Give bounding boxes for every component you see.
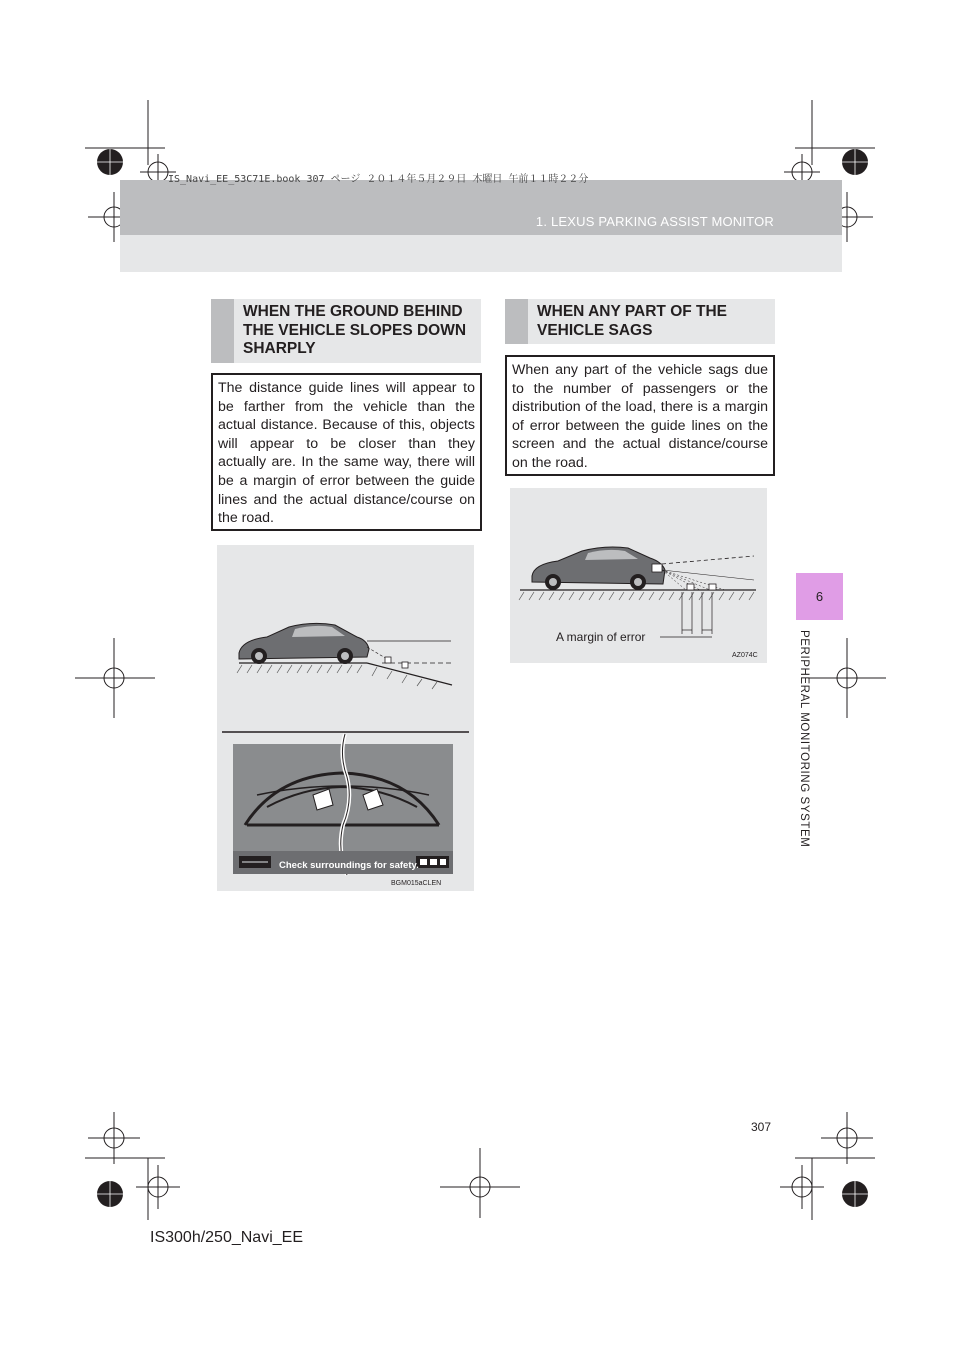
- section-body-slope: The distance guide lines will appear to be farther from the vehicle than the actual distance. Because of this, objects will appear to be closer than they actually are. In the same way, there will be a margin of error between the guide lines and the actual distance/course on the road.: [211, 373, 482, 531]
- footer-model: IS300h/250_Navi_EE: [150, 1229, 303, 1246]
- screen-message: Check surroundings for safety.: [279, 860, 419, 871]
- header-band-light: [120, 235, 842, 272]
- chapter-title: 1. LEXUS PARKING ASSIST MONITOR: [535, 214, 774, 229]
- section-body-sag: When any part of the vehicle sags due to the number of passengers or the distribution of the load, there is a margin of error between the guide lines on the screen and the actual distance/course on the road.: [505, 355, 775, 476]
- chapter-tab-number: 6: [815, 589, 824, 604]
- figure-code-slope: BGM015aCLEN: [391, 880, 442, 887]
- margin-of-error-label: A margin of error: [556, 630, 646, 644]
- section-heading-slope: [211, 299, 481, 363]
- figure-code-sag: AZ074C: [732, 652, 758, 659]
- section-heading-sag: [505, 299, 775, 344]
- figure-slope: [217, 545, 474, 891]
- figure-sag: [510, 488, 767, 663]
- section-heading-text: WHEN THE GROUND BEHIND THE VEHICLE SLOPES DOWN SHARPLY: [243, 303, 467, 357]
- chapter-tab-label: PERIPHERAL MONITORING SYSTEM: [798, 630, 810, 848]
- print-info: IS_Navi_EE_53C71E.book 307 ページ ２０１４年５月２９日 木曜日 午前１１時２２分: [168, 174, 589, 185]
- sag-illustration: [510, 488, 767, 663]
- slope-illustration: [217, 545, 474, 891]
- section-heading-text: WHEN ANY PART OF THE VEHICLE SAGS: [537, 303, 728, 339]
- page-number: 307: [751, 1120, 772, 1134]
